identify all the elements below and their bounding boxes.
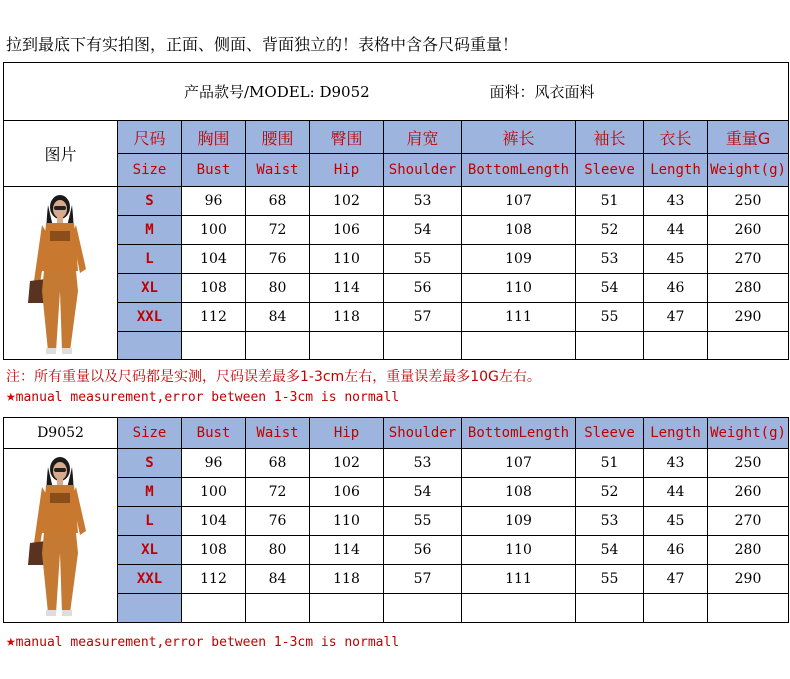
size-cell: M xyxy=(118,216,182,245)
table-cell: 114 xyxy=(310,274,384,303)
table-cell: 56 xyxy=(384,536,462,565)
table-cell: 100 xyxy=(182,478,246,507)
table-cell: 54 xyxy=(576,536,644,565)
table-cell: 108 xyxy=(182,536,246,565)
table-cell: 270 xyxy=(708,245,789,274)
table-cell: 114 xyxy=(310,536,384,565)
table-cell: 53 xyxy=(384,187,462,216)
table-cell: 107 xyxy=(462,187,576,216)
top-note: 拉到最底下有实拍图，正面、侧面、背面独立的！表格中含各尺码重量！ xyxy=(6,35,519,54)
table-cell: 76 xyxy=(246,507,310,536)
table-cell: 46 xyxy=(644,274,708,303)
empty-cell xyxy=(576,594,644,623)
model-label: 产品款号/MODEL: D9052 xyxy=(184,83,370,101)
model-header xyxy=(4,63,789,121)
table-cell: 43 xyxy=(644,449,708,478)
product-photo-2 xyxy=(4,449,118,623)
table-cell: 108 xyxy=(182,274,246,303)
header-en-size: Size xyxy=(118,154,182,187)
table-cell: 72 xyxy=(246,216,310,245)
table-cell: 111 xyxy=(462,565,576,594)
model-photo-icon xyxy=(26,453,96,618)
table-cell: 57 xyxy=(384,303,462,332)
table-cell: 44 xyxy=(644,216,708,245)
star-icon: ★ xyxy=(6,631,16,650)
table-cell: 51 xyxy=(576,449,644,478)
empty-size-cell xyxy=(118,594,182,623)
table-cell: 102 xyxy=(310,187,384,216)
table-cell: 54 xyxy=(576,274,644,303)
size-cell: S xyxy=(118,187,182,216)
model-photo-icon xyxy=(26,191,96,356)
table-cell: 109 xyxy=(462,507,576,536)
header-en-hip: Hip xyxy=(310,154,384,187)
header-cn-bust: 胸围 xyxy=(182,121,246,154)
table-cell: 250 xyxy=(708,187,789,216)
table-cell: 84 xyxy=(246,303,310,332)
table-cell: 76 xyxy=(246,245,310,274)
table-cell: 107 xyxy=(462,449,576,478)
measurement-note-cn: 注：所有重量以及尺码都是实测，尺码误差最多1-3cm左右，重量误差最多10G左右。 xyxy=(6,369,541,385)
empty-cell xyxy=(708,332,789,360)
header-cn-weight: 重量G xyxy=(708,121,789,154)
table-cell: 110 xyxy=(310,507,384,536)
empty-cell xyxy=(182,594,246,623)
header-cn-waist: 腰围 xyxy=(246,121,310,154)
table-cell: 55 xyxy=(384,245,462,274)
table-cell: 56 xyxy=(384,274,462,303)
star-icon: ★ xyxy=(6,386,16,405)
header-cn-bottomlength: 裤长 xyxy=(462,121,576,154)
size-cell: L xyxy=(118,507,182,536)
header-cn-length: 衣长 xyxy=(644,121,708,154)
table-cell: 96 xyxy=(182,187,246,216)
size-cell: XL xyxy=(118,274,182,303)
empty-cell xyxy=(384,332,462,360)
table-cell: 290 xyxy=(708,565,789,594)
table-cell: 290 xyxy=(708,303,789,332)
header-en-waist: Waist xyxy=(246,154,310,187)
size-cell: L xyxy=(118,245,182,274)
header-en-bottomlength: BottomLength xyxy=(462,154,576,187)
table-cell: 84 xyxy=(246,565,310,594)
table-cell: 112 xyxy=(182,303,246,332)
header-en-bottomlength: BottomLength xyxy=(462,418,576,449)
table-cell: 110 xyxy=(310,245,384,274)
table-cell: 110 xyxy=(462,274,576,303)
size-table-1 xyxy=(3,62,789,360)
header-en-length: Length xyxy=(644,154,708,187)
empty-cell xyxy=(462,594,576,623)
size-table-2 xyxy=(3,417,789,623)
note-en-text: manual measurement,error between 1-3cm is normall xyxy=(15,635,400,650)
table-cell: 68 xyxy=(246,187,310,216)
header-en-waist: Waist xyxy=(246,418,310,449)
table-cell: 55 xyxy=(384,507,462,536)
table-cell: 96 xyxy=(182,449,246,478)
table-cell: 80 xyxy=(246,536,310,565)
table-cell: 43 xyxy=(644,187,708,216)
table-cell: 280 xyxy=(708,536,789,565)
size-cell: S xyxy=(118,449,182,478)
size-cell: XL xyxy=(118,536,182,565)
note-en-text: manual measurement,error between 1-3cm is normall xyxy=(15,390,400,405)
header-en-size: Size xyxy=(118,418,182,449)
empty-cell xyxy=(310,594,384,623)
table-cell: 100 xyxy=(182,216,246,245)
table-cell: 68 xyxy=(246,449,310,478)
empty-cell xyxy=(182,332,246,360)
table-cell: 52 xyxy=(576,216,644,245)
picture-label: 图片 xyxy=(4,121,118,187)
header-en-bust: Bust xyxy=(182,418,246,449)
table-cell: 47 xyxy=(644,565,708,594)
table-cell: 260 xyxy=(708,216,789,245)
table-cell: 57 xyxy=(384,565,462,594)
table-cell: 111 xyxy=(462,303,576,332)
header-cn-size: 尺码 xyxy=(118,121,182,154)
table-cell: 250 xyxy=(708,449,789,478)
empty-cell xyxy=(310,332,384,360)
table-cell: 106 xyxy=(310,216,384,245)
empty-cell xyxy=(644,332,708,360)
header-cn-shoulder: 肩宽 xyxy=(384,121,462,154)
table-cell: 104 xyxy=(182,245,246,274)
empty-cell xyxy=(246,594,310,623)
table-cell: 53 xyxy=(576,245,644,274)
size-cell: XXL xyxy=(118,565,182,594)
empty-cell xyxy=(576,332,644,360)
model-code: D9052 xyxy=(4,418,118,449)
table-cell: 53 xyxy=(576,507,644,536)
table-cell: 118 xyxy=(310,565,384,594)
table-cell: 260 xyxy=(708,478,789,507)
table-cell: 270 xyxy=(708,507,789,536)
table-cell: 118 xyxy=(310,303,384,332)
table-cell: 108 xyxy=(462,216,576,245)
product-photo-1 xyxy=(4,187,118,360)
header-en-sleeve: Sleeve xyxy=(576,154,644,187)
size-cell: M xyxy=(118,478,182,507)
empty-size-cell xyxy=(118,332,182,360)
empty-cell xyxy=(462,332,576,360)
header-en-bust: Bust xyxy=(182,154,246,187)
table-cell: 72 xyxy=(246,478,310,507)
table-cell: 108 xyxy=(462,478,576,507)
table-cell: 44 xyxy=(644,478,708,507)
table-cell: 55 xyxy=(576,303,644,332)
table-cell: 51 xyxy=(576,187,644,216)
header-en-length: Length xyxy=(644,418,708,449)
table-cell: 54 xyxy=(384,216,462,245)
table-cell: 55 xyxy=(576,565,644,594)
header-cn-sleeve: 袖长 xyxy=(576,121,644,154)
header-en-shoulder: Shoulder xyxy=(384,154,462,187)
header-en-hip: Hip xyxy=(310,418,384,449)
header-en-shoulder: Shoulder xyxy=(384,418,462,449)
empty-cell xyxy=(384,594,462,623)
table-cell: 112 xyxy=(182,565,246,594)
measurement-note-en-2 xyxy=(6,631,399,650)
header-cn-hip: 臀围 xyxy=(310,121,384,154)
empty-cell xyxy=(708,594,789,623)
table-cell: 52 xyxy=(576,478,644,507)
header-en-weight: Weight(g) xyxy=(708,154,789,187)
table-cell: 104 xyxy=(182,507,246,536)
table-cell: 53 xyxy=(384,449,462,478)
empty-cell xyxy=(246,332,310,360)
header-en-sleeve: Sleeve xyxy=(576,418,644,449)
table-cell: 47 xyxy=(644,303,708,332)
size-cell: XXL xyxy=(118,303,182,332)
table-cell: 80 xyxy=(246,274,310,303)
table-cell: 110 xyxy=(462,536,576,565)
fabric-label: 面料：风衣面料 xyxy=(489,83,595,101)
table-cell: 102 xyxy=(310,449,384,478)
table-cell: 106 xyxy=(310,478,384,507)
measurement-note-en-1 xyxy=(6,386,399,405)
table-cell: 45 xyxy=(644,507,708,536)
table-cell: 54 xyxy=(384,478,462,507)
table-cell: 46 xyxy=(644,536,708,565)
header-en-weight: Weight(g) xyxy=(708,418,789,449)
table-cell: 109 xyxy=(462,245,576,274)
table-cell: 45 xyxy=(644,245,708,274)
table-cell: 280 xyxy=(708,274,789,303)
empty-cell xyxy=(644,594,708,623)
